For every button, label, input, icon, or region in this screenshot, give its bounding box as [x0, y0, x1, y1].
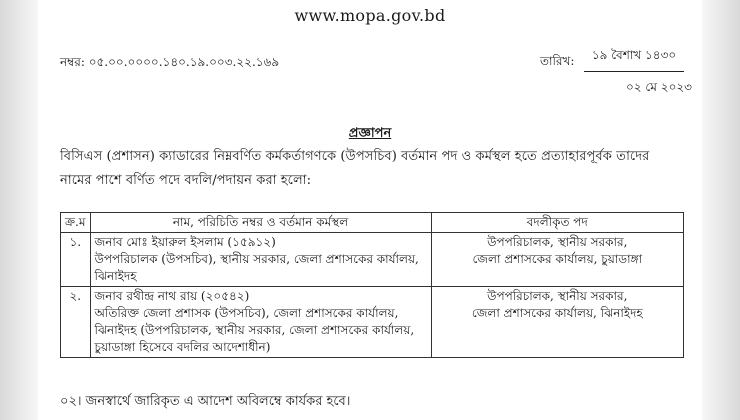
document-page: [38, 0, 702, 420]
row-posting: [431, 233, 683, 287]
detail-line: ঝিনাইদহ (উপপরিচালক, স্থানীয় সরকার, জেলা প্রশাসকের কার্যালয়,: [94, 323, 415, 337]
posting-line: জেলা প্রশাসকের কার্যালয়, ঝিনাইদহ: [471, 306, 643, 320]
date-english: ০২ মে ২০২৩: [626, 80, 692, 94]
posting-line: জেলা প্রশাসকের কার্যালয়, চুয়াডাঙ্গা: [472, 252, 643, 266]
table-row: [61, 233, 684, 287]
detail-line: ঝিনাইদহ: [94, 269, 137, 283]
notification-heading: প্রজ্ঞাপন: [348, 126, 392, 141]
memo-number: নম্বর: ০৫.০০.০০০০.১৪০.১৯.০০৩.২২.১৬৯: [60, 55, 280, 69]
left-page-shadow: [0, 0, 38, 420]
table-header-row: [61, 213, 684, 233]
footer-clause: ০২। জনস্বার্থে জারিকৃত এ আদেশ অবিলম্বে কার্যকর হবে।: [60, 394, 351, 409]
detail-line: জনাব রথীন্দ্র নাথ রায় (২০৫৪২): [94, 289, 250, 303]
order-paragraph: বিসিএস (প্রশাসন) ক্যাডারের নিম্নবর্ণিত কর্মকর্তাগণকে (উপসচিব) বর্তমান পদ ও কর্মস্থল হতে প্রত্যাহারপূর্বক তাদের নামের পাশে বর্ণিত পদে বদলি/পদায়ন করা হলো:: [60, 149, 650, 188]
row-serial: ২.: [61, 287, 91, 358]
row-serial: ১.: [61, 233, 91, 287]
detail-line: চুয়াডাঙ্গা হিসেবে বদলির আদেশাধীন): [94, 340, 271, 354]
date-label: তারিখ:: [540, 54, 575, 68]
detail-line: জনাব মোঃ ইয়ারুল ইসলাম (১৫৯১২): [94, 235, 276, 249]
header-posting: বদলীকৃত পদ: [431, 213, 683, 233]
transfer-table: [60, 212, 684, 358]
table-row: [61, 287, 684, 358]
detail-line: উপপরিচালক (উপসচিব), স্থানীয় সরকার, জেলা প্রশাসকের কার্যালয়,: [94, 252, 419, 266]
posting-line: উপপরিচালক, স্থানীয় সরকার,: [487, 235, 628, 249]
date-bangla: ১৯ বৈশাখ ১৪৩০: [584, 47, 684, 72]
right-page-shadow: [702, 0, 740, 420]
header-serial: ক্র.ম: [61, 213, 91, 233]
website-url: www.mopa.gov.bd: [294, 6, 446, 25]
row-details: [90, 287, 431, 358]
posting-line: উপপরিচালক, স্থানীয় সরকার,: [487, 289, 628, 303]
row-posting: [431, 287, 683, 358]
header-details: নাম, পরিচিতি নম্বর ও বর্তমান কর্মস্থল: [90, 213, 431, 233]
detail-line: অতিরিক্ত জেলা প্রশাসক (উপসচিব), জেলা প্রশাসকের কার্যালয়,: [94, 306, 399, 320]
row-details: [90, 233, 431, 287]
